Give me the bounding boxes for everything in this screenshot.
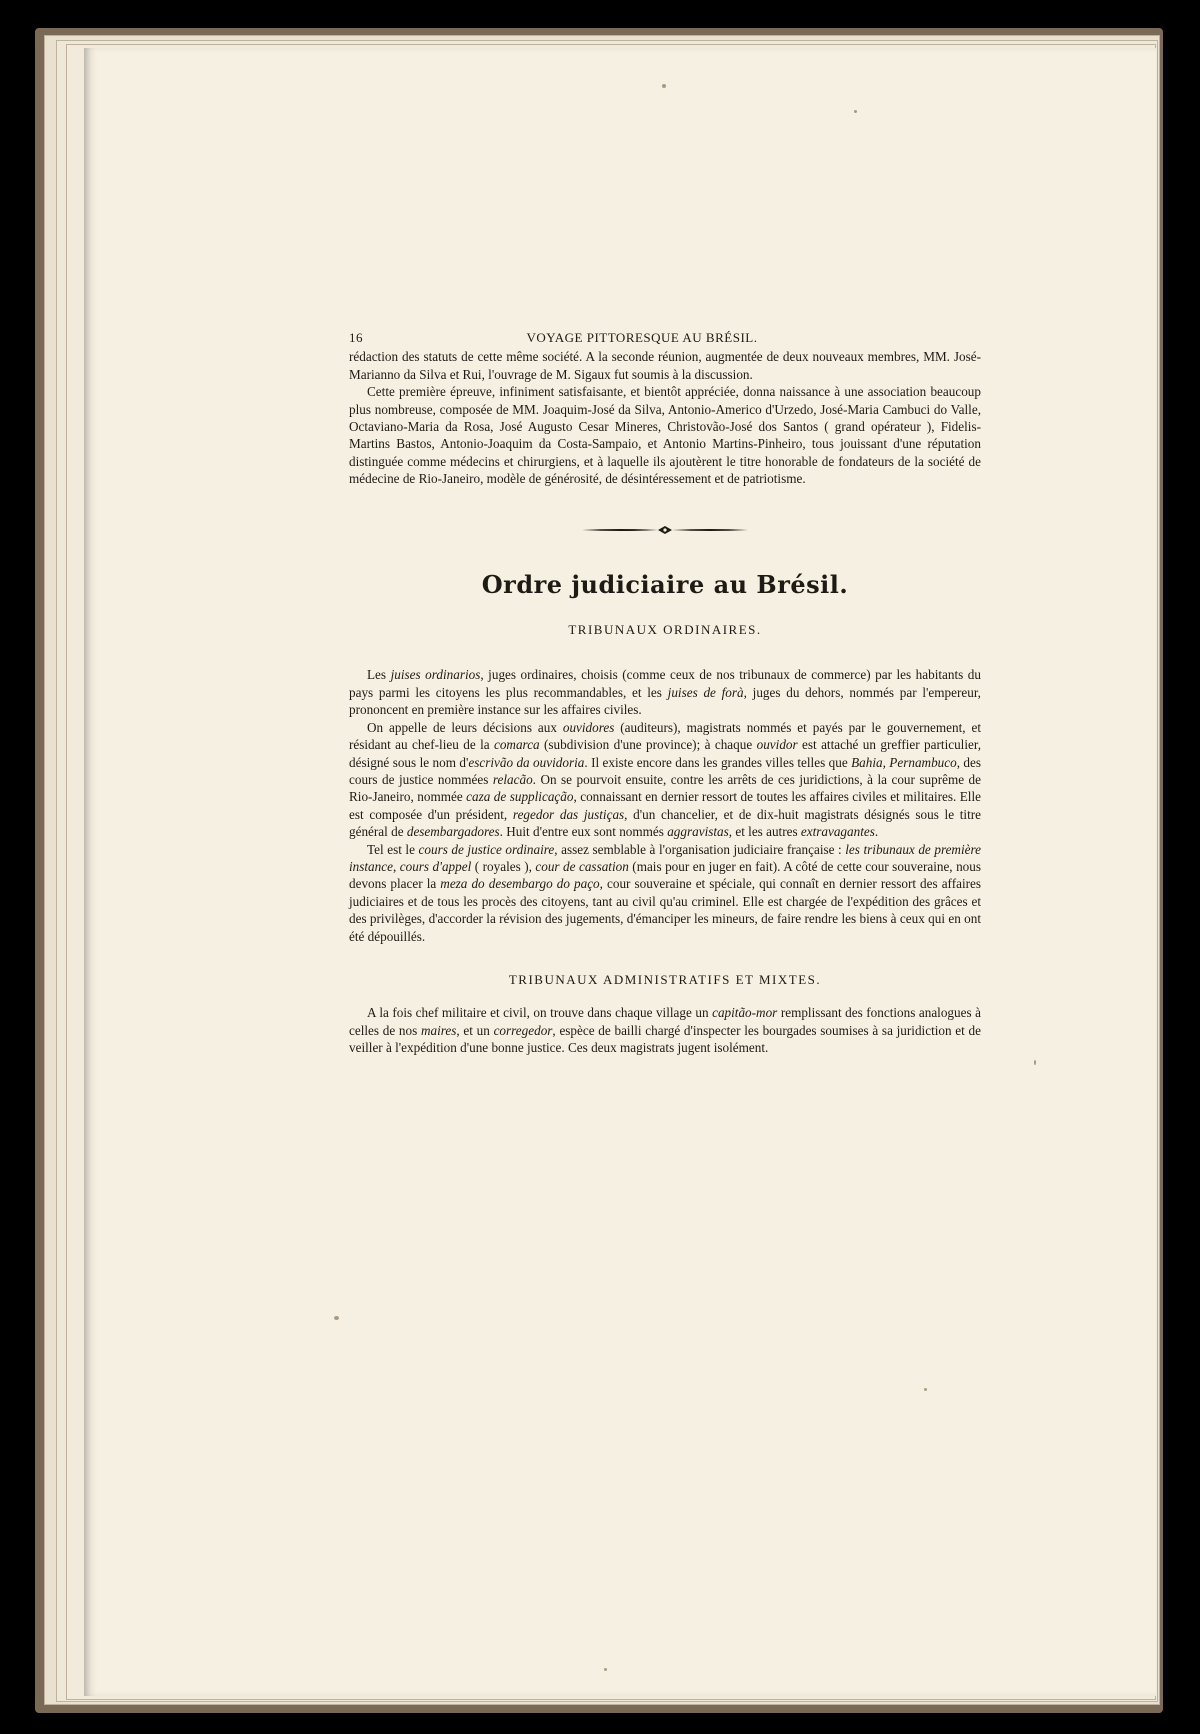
text-run: ( royales ), xyxy=(471,858,536,874)
text-run: . Il existe encore dans les grandes villes telles que xyxy=(584,754,852,770)
italic-term: meza do desembargo do paço xyxy=(440,876,600,892)
ornament-icon xyxy=(580,525,750,535)
text-run: , et les autres xyxy=(728,824,801,840)
text-run: On appelle de leurs décisions aux xyxy=(367,719,563,735)
italic-term: Bahia, Pernambuco xyxy=(851,754,957,770)
italic-term: capitão-mor xyxy=(712,1005,778,1021)
text-run: A la fois chef militaire et civil, on trouve dans chaque village un xyxy=(367,1005,713,1021)
italic-term: cours d'appel xyxy=(399,858,472,874)
italic-term: juises de forà xyxy=(667,684,744,700)
italic-term: comarca xyxy=(493,737,540,753)
text-run: , juges ordinaires, choisis (comme ceux de nos tribunaux de commerce) par les habitants du pays parmi les citoyens les plus recommandables, et les xyxy=(349,667,981,700)
foxing-spot xyxy=(1034,1060,1036,1065)
italic-term: les tribunaux de première instance xyxy=(349,841,981,874)
text-run: , connaissant en dernier ressort de toutes les affaires civiles et militaires. Elle est composée d'un président, xyxy=(349,789,981,822)
italic-term: escrivão da ouvidoria xyxy=(468,754,585,770)
italic-term: juises ordinarios xyxy=(390,667,481,683)
intro-paragraph: rédaction des statuts de cette même société. A la seconde réunion, augmentée de deux nouveaux membres, MM. José-Marianno da Silva et Rui, l'ouvrage de M. Sigaux fut soumis à la discussion. xyxy=(349,349,981,382)
italic-term: extravagantes xyxy=(800,824,875,840)
text-run: , juges du dehors, nommés par l'empereur, prononcent en première instance sur les affaires civiles. xyxy=(349,684,981,718)
running-title: VOYAGE PITTORESQUE AU BRÉSIL. xyxy=(526,330,758,345)
body-paragraph xyxy=(349,666,981,718)
italic-term: maires xyxy=(420,1022,457,1038)
text-run: remplissant des fonctions analogues à celles de nos xyxy=(349,1005,981,1038)
text-run: , cour souveraine et spéciale, qui connaît en dernier ressort des affaires judiciaires et de tous les procès des citoyens, tant au civil qu'au criminel. Elle est chargée de l'expédition des grâces et des privilèges, d'accorder la révision des jugements, d'émanciper les mineurs, de faire rendre les biens à ceux qui en ont été dépouillés. xyxy=(349,876,981,944)
italic-term: desembargadores xyxy=(406,824,500,840)
text-run: Tel est le xyxy=(367,841,419,857)
text-run: . On se pourvoit ensuite, contre les arrêts de ces juridictions, à la cour suprême de Rio-Janeiro, nommée xyxy=(349,771,981,805)
italic-term: corregedor xyxy=(493,1022,553,1038)
foxing-spot xyxy=(854,110,857,113)
italic-term: aggravistas xyxy=(667,824,729,840)
text-run: est attaché un greffier particulier, désigné sous le nom d' xyxy=(349,737,982,770)
italic-term: cours de justice ordinaire xyxy=(418,841,555,857)
page-text xyxy=(349,329,981,1057)
page-number: 16 xyxy=(349,330,363,345)
italic-term: ouvidores xyxy=(562,719,615,735)
italic-term: ouvidor xyxy=(756,737,798,753)
text-run: , espèce de bailli chargé d'inspecter les bourgades soumises à sa juridiction et de veiller à l'expédition d'une bonne justice. Ces deux magistrats jugent isolément. xyxy=(349,1022,981,1056)
text-run: , d'un chancelier, et de dix-huit magistrats désignés sous le titre général de xyxy=(349,806,981,840)
ornamental-rule xyxy=(349,524,981,536)
italic-term: caza de supplicação xyxy=(466,789,574,805)
text-run: , et un xyxy=(456,1022,494,1038)
italic-term: cour de cassation xyxy=(535,858,629,874)
running-head xyxy=(349,329,981,346)
foxing-spot xyxy=(662,84,666,88)
foxing-spot xyxy=(924,1388,927,1391)
section-title: Ordre judiciaire au Brésil. xyxy=(481,569,849,599)
foxing-spot xyxy=(334,1316,339,1320)
text-run: (subdivision d'une province); à chaque xyxy=(539,737,757,753)
body-paragraph xyxy=(349,1004,981,1056)
text-run: Les xyxy=(367,667,391,683)
text-run: , des cours de justice nommées xyxy=(349,754,981,787)
subheading: TRIBUNAUX ORDINAIRES. xyxy=(568,622,762,638)
text-run: (mais pour en juger en fait). A côté de cette cour souveraine, nous devons placer la xyxy=(349,858,982,892)
text-run: . xyxy=(874,824,879,840)
subheading: TRIBUNAUX ADMINISTRATIFS ET MIXTES. xyxy=(508,971,822,987)
text-run: , assez semblable à l'organisation judiciaire française : xyxy=(554,841,846,857)
text-run: . Huit d'entre eux sont nommés xyxy=(499,824,668,840)
text-run: (auditeurs), magistrats nommés et payés par le gouvernement, et résidant au chef-lieu de la xyxy=(349,719,981,753)
italic-term: relacão xyxy=(492,771,533,787)
foxing-spot xyxy=(604,1668,607,1671)
body-paragraph xyxy=(349,719,981,841)
body-paragraph xyxy=(349,841,981,945)
text-run: , xyxy=(392,858,400,874)
italic-term: regedor das justiças xyxy=(512,806,625,822)
intro-paragraph: Cette première épreuve, infiniment satisfaisante, et bientôt appréciée, donna naissance à une association beaucoup plus nombreuse, composée de MM. Joaquim-José da Silva, Antonio-Americo d'Urzedo, José-Maria Cambuci do Valle, Octaviano-Maria da Rosa, José Augusto Cesar Mineres, Christovão-José dos Santos ( grand opérateur ), Fidelis-Martins Bastos, Antonio-Joaquim da Costa-Sampaio, et Antonio Martins-Pinheiro, tous jouissant d'une réputation distinguée comme médecins et chirurgiens, et à laquelle ils ajoutèrent le titre honorable de fondateurs de la société de médecine de Rio-Janeiro, modèle de générosité, de désintéressement et de patriotisme. xyxy=(349,384,981,487)
